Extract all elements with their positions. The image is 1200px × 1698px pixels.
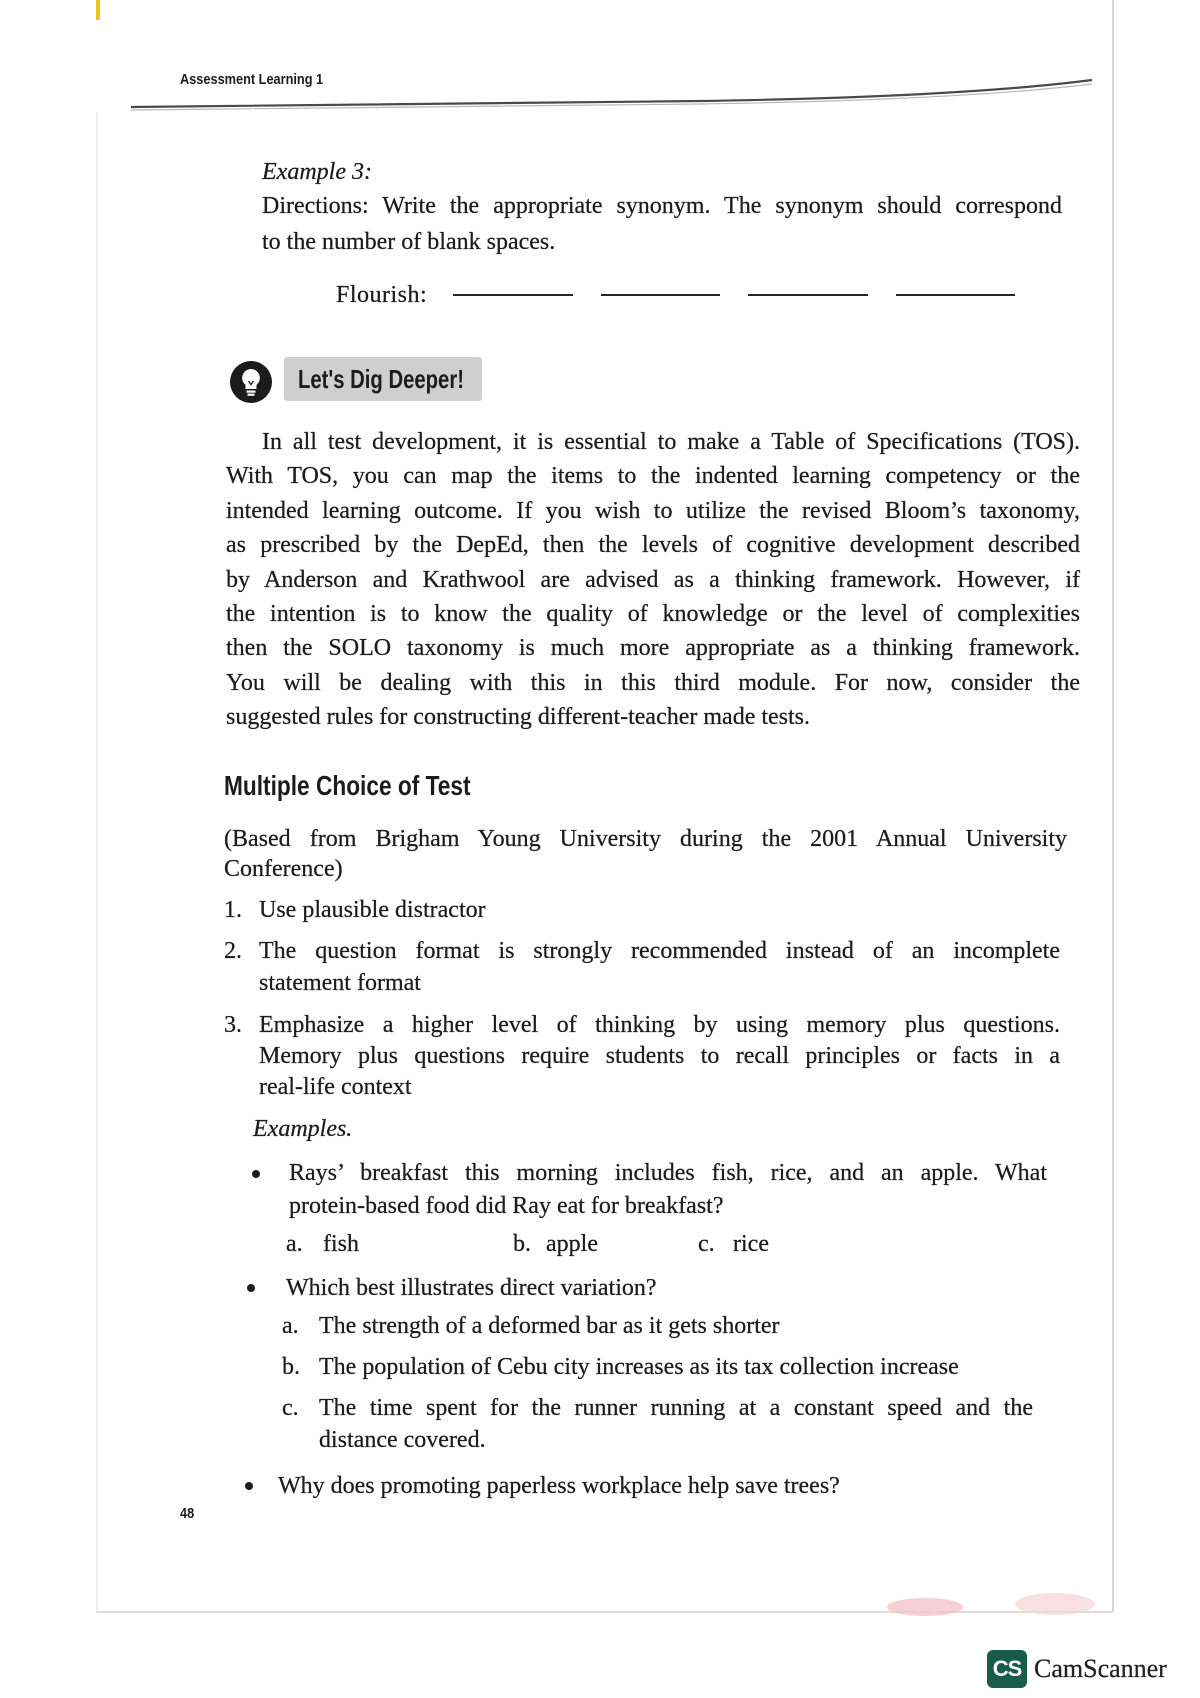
- choice-row: [0, 1228, 1200, 1260]
- choice-text: [319, 1351, 1042, 1383]
- choice-item: [282, 1392, 1033, 1456]
- choice-text: apple: [546, 1231, 598, 1257]
- text-line: intended learning outcome. If you wish to utilize the revised Bloom’s taxonomy,: [226, 497, 1080, 524]
- bullet-marker: [247, 1284, 255, 1292]
- bullet-marker: [245, 1482, 253, 1490]
- rule-number: 1.: [224, 897, 242, 923]
- text-line: Which best illustrates direct variation?: [286, 1275, 657, 1301]
- scan-smudge: [887, 1598, 963, 1616]
- text-line: protein-based food did Ray eat for breakfast?: [289, 1193, 724, 1219]
- text-line: With TOS, you can map the items to the indented learning competency or the: [226, 463, 1080, 490]
- choice-letter: a.: [282, 1313, 299, 1339]
- bullet-marker: [252, 1170, 260, 1178]
- body-paragraph: [226, 425, 1080, 735]
- text-line: by Anderson and Krathwool are advised as a thinking framework. However, if: [226, 566, 1080, 593]
- text-line: You will be dealing with this in this third module. For now, consider the: [226, 669, 1080, 696]
- choice-text: [319, 1392, 1033, 1456]
- running-header: Assessment Learning 1: [180, 71, 324, 88]
- example-question: [241, 1470, 1041, 1502]
- section-badge-title: Let's Dig Deeper!: [298, 364, 464, 394]
- choice-text: rice: [733, 1231, 769, 1257]
- choice-letter: b.: [282, 1354, 300, 1380]
- choice-item: [282, 1351, 1042, 1383]
- answer-blank: [748, 272, 868, 296]
- text-line: Emphasize a higher level of thinking by using memory plus questions.: [259, 1012, 1060, 1038]
- text-line: suggested rules for constructing different-teacher made tests.: [226, 704, 811, 731]
- choice-text: [319, 1310, 1042, 1342]
- prompt-label: Flourish:: [336, 282, 428, 308]
- rule-number: 3.: [224, 1012, 242, 1038]
- camscanner-watermark: [987, 1650, 1177, 1688]
- text-line: the intention is to know the quality of knowledge or the level of complexities: [226, 601, 1080, 628]
- example-label: Example 3:: [262, 159, 372, 185]
- rule-item: [224, 935, 1060, 999]
- text-line: Rays’ breakfast this morning includes fish, rice, and an apple. What: [289, 1160, 1047, 1186]
- source-note: [224, 824, 1067, 884]
- answer-blank: [896, 272, 1016, 296]
- text-line: Use plausible distractor: [259, 897, 486, 923]
- answer-blank: [601, 272, 721, 296]
- text-line: as prescribed by the DepEd, then the levels of cognitive development described: [226, 532, 1080, 559]
- choice-letter: c.: [282, 1395, 299, 1421]
- rule-text: [259, 935, 1060, 999]
- choice-letter: b.: [513, 1231, 531, 1257]
- choice-letter: c.: [698, 1231, 715, 1257]
- page-number: 48: [180, 1505, 195, 1522]
- question-text: [286, 1272, 1043, 1304]
- text-line: real-life context: [259, 1074, 412, 1100]
- text-line: to the number of blank spaces.: [262, 229, 556, 255]
- example-directions: [262, 188, 1062, 260]
- section-heading: Multiple Choice of Test: [224, 770, 471, 801]
- text-line: The strength of a deformed bar as it gets shorter: [319, 1313, 780, 1339]
- camscanner-text: CamScanner: [1034, 1654, 1167, 1683]
- text-line: Directions: Write the appropriate synonym. The synonym should correspond: [262, 193, 1062, 219]
- text-line: Why does promoting paperless workplace help save trees?: [278, 1473, 840, 1499]
- example-question: [247, 1157, 1047, 1223]
- question-text: [289, 1157, 1047, 1223]
- rule-item: [224, 1010, 1060, 1103]
- rule-text: [259, 895, 1060, 925]
- choice-text: fish: [323, 1231, 359, 1257]
- rule-item: [224, 895, 1060, 925]
- question-text: [278, 1470, 1041, 1502]
- text-line: statement format: [259, 970, 421, 996]
- section-badge: [284, 357, 482, 401]
- scan-mark: [96, 0, 100, 20]
- rule-number: 2.: [224, 938, 242, 964]
- text-line: The population of Cebu city increases as its tax collection increase: [319, 1354, 959, 1380]
- text-line: In all test development, it is essential to make a Table of Specifications (TOS).: [262, 429, 1080, 455]
- choice-item: [282, 1310, 1042, 1342]
- rule-text: [259, 1010, 1060, 1103]
- answer-blank: [453, 272, 573, 296]
- text-line: Conference): [224, 856, 343, 882]
- text-line: (Based from Brigham Young University during the 2001 Annual University: [224, 826, 1067, 852]
- example-question: [243, 1272, 1043, 1304]
- choice-letter: a.: [286, 1231, 303, 1257]
- camscanner-logo: CS: [987, 1650, 1027, 1688]
- examples-label: Examples.: [253, 1116, 353, 1142]
- scan-smudge: [1015, 1593, 1095, 1615]
- text-line: The time spent for the runner running at a constant speed and the: [319, 1395, 1033, 1421]
- text-line: The question format is strongly recommended instead of an incomplete: [259, 938, 1060, 964]
- text-line: distance covered.: [319, 1427, 486, 1453]
- text-line: Memory plus questions require students to recall principles or facts in a: [259, 1043, 1060, 1069]
- lightbulb-icon: [229, 360, 273, 404]
- text-line: then the SOLO taxonomy is much more appropriate as a thinking framework.: [226, 635, 1080, 662]
- answer-blanks: [453, 272, 1015, 296]
